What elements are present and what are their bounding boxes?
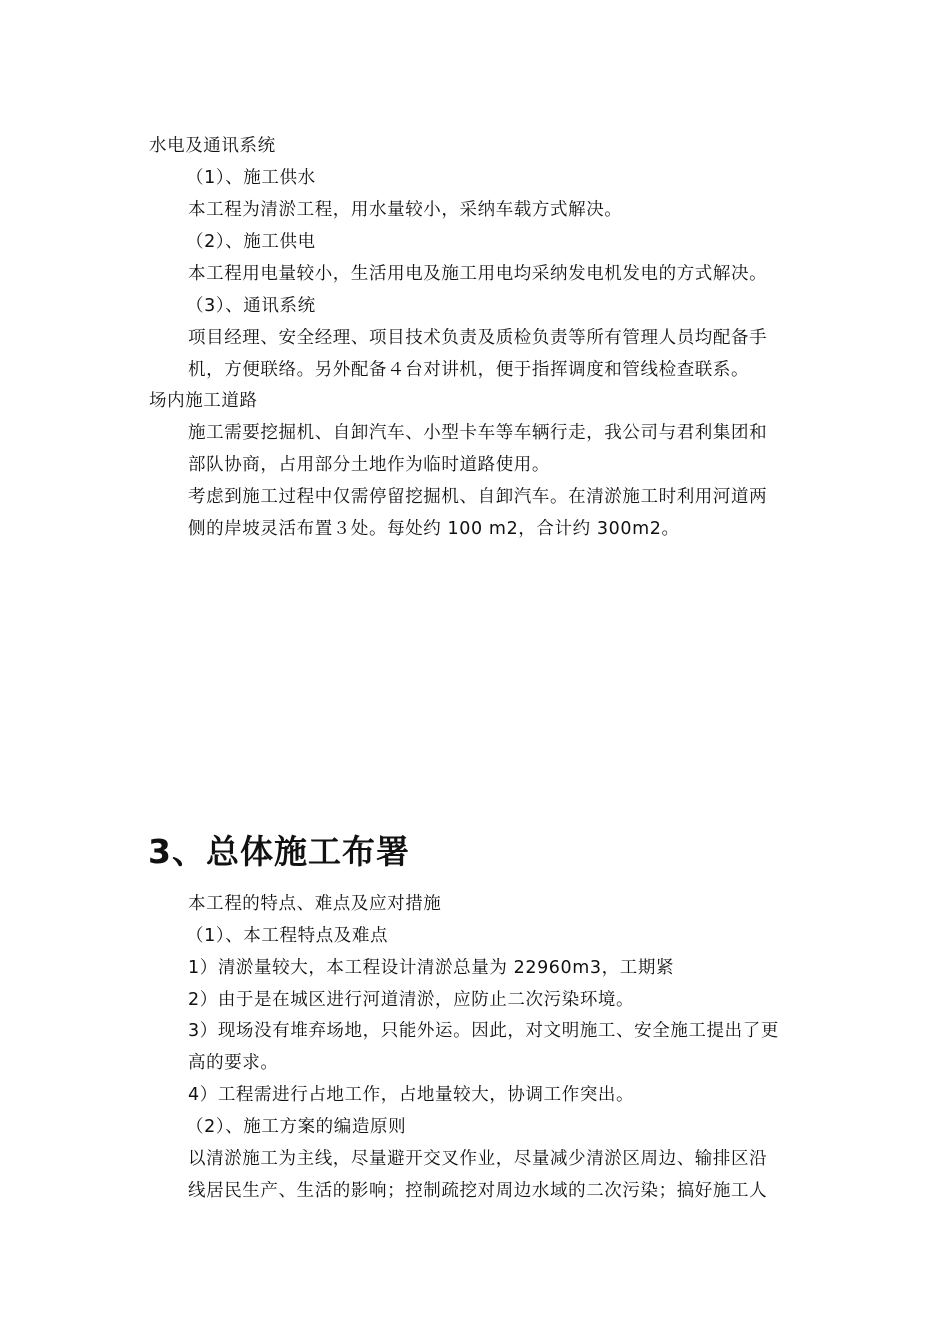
paragraph-communication-line1: 项目经理、安全经理、项目技术负责及质检负责等所有管理人员均配备手: [188, 328, 768, 348]
paragraph-roads-1-line1: 施工需要挖掘机、自卸汽车、小型卡车等车辆行走，我公司与君利集团和: [188, 423, 768, 443]
paragraph-principles-line1: 以清淤施工为主线，尽量避开交叉作业，尽量减少清淤区周边、输排区沿: [188, 1149, 768, 1169]
chapter-title: 3、总体施工布署: [148, 832, 410, 871]
list-item-4: 4）工程需进行占地工作，占地量较大，协调工作突出。: [188, 1085, 635, 1105]
subheading-communication: （3）、通讯系统: [186, 296, 316, 316]
subheading-water-supply: （1）、施工供水: [186, 168, 316, 188]
subheading-features-list: （1）、本工程特点及难点: [186, 926, 389, 946]
paragraph-communication-line2: 机，方便联络。另外配备４台对讲机，便于指挥调度和管线检查联系。: [188, 360, 750, 380]
subheading-principles: （2）、施工方案的编造原则: [186, 1117, 407, 1137]
paragraph-roads-2-line2: 侧的岸坡灵活布置３处。每处约 100 m2，合计约 300m2。: [188, 519, 680, 539]
paragraph-roads-2-line1: 考虑到施工过程中仅需停留挖掘机、自卸汽车。在清淤施工时利用河道两: [188, 487, 768, 507]
paragraph-roads-1-line2: 部队协商，占用部分土地作为临时道路使用。: [188, 455, 550, 475]
paragraph-power-supply: 本工程用电量较小，生活用电及施工用电均采纳发电机发电的方式解决。: [188, 264, 768, 284]
subheading-features: 本工程的特点、难点及应对措施: [188, 894, 442, 914]
list-item-2: 2）由于是在城区进行河道清淤，应防止二次污染环境。: [188, 990, 635, 1010]
list-item-3-line2: 高的要求。: [188, 1053, 279, 1073]
section-heading-utilities: 水电及通讯系统: [149, 136, 276, 156]
section-heading-roads: 场内施工道路: [149, 391, 258, 411]
subheading-power-supply: （2）、施工供电: [186, 232, 316, 252]
list-item-3-line1: 3）现场没有堆弃场地，只能外运。因此，对文明施工、安全施工提出了更: [188, 1021, 779, 1041]
list-item-1: 1）清淤量较大，本工程设计清淤总量为 22960m3，工期紧: [188, 958, 675, 978]
paragraph-principles-line2: 线居民生产、生活的影响；控制疏挖对周边水域的二次污染；搞好施工人: [188, 1181, 768, 1201]
paragraph-water-supply: 本工程为清淤工程，用水量较小，采纳车载方式解决。: [188, 200, 623, 220]
